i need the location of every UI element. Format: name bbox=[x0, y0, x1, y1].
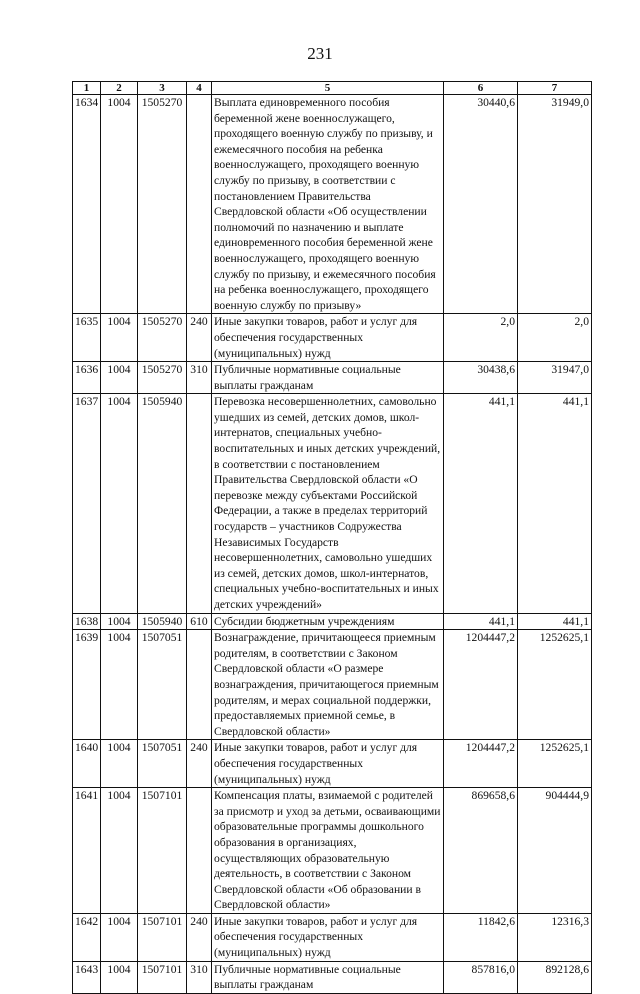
amount-year-2: 1252625,1 bbox=[518, 740, 592, 788]
section-code: 1004 bbox=[101, 630, 138, 740]
table-row bbox=[73, 613, 592, 630]
section-code: 1004 bbox=[101, 961, 138, 993]
amount-year-1: 441,1 bbox=[444, 394, 518, 613]
table-row bbox=[73, 961, 592, 993]
amount-year-2: 31947,0 bbox=[518, 362, 592, 394]
amount-year-2: 12316,3 bbox=[518, 913, 592, 961]
amount-year-2: 31949,0 bbox=[518, 95, 592, 314]
amount-year-2: 2,0 bbox=[518, 314, 592, 362]
item-name: Выплата единовременного пособия беременной жене военнослужащего, проходящего военную службу по призыву, и ежемесячного пособия на ребенка военнослужащего, проходящего военную службу по призыву, в соответствии с постановлением Правительства Свердловской области «Об осуществлении полномочий по назначению и выплате единовременного пособия беременной жене военнослужащего, проходящего военную службу по призыву, и ежемесячного пособия на ребенка военнослужащего, проходящего военную службу по призыву» bbox=[212, 95, 444, 314]
target-code: 1507051 bbox=[138, 740, 187, 788]
target-code: 1507101 bbox=[138, 788, 187, 914]
row-number: 1642 bbox=[73, 913, 101, 961]
target-code: 1507101 bbox=[138, 913, 187, 961]
row-number: 1635 bbox=[73, 314, 101, 362]
expense-type-code: 240 bbox=[187, 314, 212, 362]
amount-year-2: 904444,9 bbox=[518, 788, 592, 914]
expense-type-code: 240 bbox=[187, 913, 212, 961]
table-row bbox=[73, 913, 592, 961]
amount-year-1: 869658,6 bbox=[444, 788, 518, 914]
item-name: Публичные нормативные социальные выплаты гражданам bbox=[212, 362, 444, 394]
amount-year-2: 892128,6 bbox=[518, 961, 592, 993]
row-number: 1641 bbox=[73, 788, 101, 914]
expense-type-code: 610 bbox=[187, 613, 212, 630]
amount-year-2: 441,1 bbox=[518, 613, 592, 630]
section-code: 1004 bbox=[101, 394, 138, 613]
amount-year-1: 441,1 bbox=[444, 613, 518, 630]
budget-table bbox=[72, 81, 592, 994]
section-code: 1004 bbox=[101, 95, 138, 314]
item-name: Компенсация платы, взимаемой с родителей за присмотр и уход за детьми, осваивающими образовательные программы дошкольного образования в организациях, осуществляющих образовательную деятельность, в соответствии с Законом Свердловской области «Об образовании в Свердловской области» bbox=[212, 788, 444, 914]
header-row bbox=[73, 82, 592, 95]
item-name: Иные закупки товаров, работ и услуг для обеспечения государственных (муниципальных) нужд bbox=[212, 913, 444, 961]
section-code: 1004 bbox=[101, 740, 138, 788]
section-code: 1004 bbox=[101, 362, 138, 394]
column-header: 4 bbox=[187, 82, 212, 95]
amount-year-1: 11842,6 bbox=[444, 913, 518, 961]
target-code: 1505270 bbox=[138, 314, 187, 362]
item-name: Субсидии бюджетным учреждениям bbox=[212, 613, 444, 630]
table-row bbox=[73, 314, 592, 362]
row-number: 1643 bbox=[73, 961, 101, 993]
item-name: Иные закупки товаров, работ и услуг для обеспечения государственных (муниципальных) нужд bbox=[212, 740, 444, 788]
expense-type-code: 310 bbox=[187, 961, 212, 993]
row-number: 1637 bbox=[73, 394, 101, 613]
table-row bbox=[73, 630, 592, 740]
item-name: Публичные нормативные социальные выплаты гражданам bbox=[212, 961, 444, 993]
column-header: 6 bbox=[444, 82, 518, 95]
amount-year-1: 30440,6 bbox=[444, 95, 518, 314]
amount-year-1: 1204447,2 bbox=[444, 630, 518, 740]
row-number: 1639 bbox=[73, 630, 101, 740]
column-header: 5 bbox=[212, 82, 444, 95]
expense-type-code bbox=[187, 788, 212, 914]
expense-type-code bbox=[187, 95, 212, 314]
expense-type-code bbox=[187, 394, 212, 613]
target-code: 1505940 bbox=[138, 613, 187, 630]
item-name: Перевозка несовершеннолетних, самовольно ушедших из семей, детских домов, школ-интернатов, специальных учебно-воспитательных и иных детских учреждений, в соответствии с постановлением Правительства Свердловской области «О перевозке между субъектами Российской Федерации, а также в пределах территорий государств – участников Содружества Независимых Государств несовершеннолетних, самовольно ушедших из семей, детских домов, школ-интернатов, специальных учебно-воспитательных и иных детских учреждений» bbox=[212, 394, 444, 613]
expense-type-code bbox=[187, 630, 212, 740]
page-number: 231 bbox=[307, 44, 333, 63]
expense-type-code: 240 bbox=[187, 740, 212, 788]
target-code: 1507101 bbox=[138, 961, 187, 993]
amount-year-1: 1204447,2 bbox=[444, 740, 518, 788]
column-header: 1 bbox=[73, 82, 101, 95]
column-header: 3 bbox=[138, 82, 187, 95]
row-number: 1634 bbox=[73, 95, 101, 314]
target-code: 1505270 bbox=[138, 362, 187, 394]
column-header: 7 bbox=[518, 82, 592, 95]
amount-year-2: 1252625,1 bbox=[518, 630, 592, 740]
target-code: 1507051 bbox=[138, 630, 187, 740]
amount-year-1: 857816,0 bbox=[444, 961, 518, 993]
row-number: 1640 bbox=[73, 740, 101, 788]
amount-year-1: 30438,6 bbox=[444, 362, 518, 394]
target-code: 1505940 bbox=[138, 394, 187, 613]
amount-year-1: 2,0 bbox=[444, 314, 518, 362]
section-code: 1004 bbox=[101, 788, 138, 914]
table-row bbox=[73, 740, 592, 788]
table-row bbox=[73, 362, 592, 394]
section-code: 1004 bbox=[101, 913, 138, 961]
amount-year-2: 441,1 bbox=[518, 394, 592, 613]
table-row bbox=[73, 788, 592, 914]
table-header bbox=[73, 82, 592, 95]
row-number: 1638 bbox=[73, 613, 101, 630]
item-name: Вознаграждение, причитающееся приемным родителям, в соответствии с Законом Свердловской области «О размере вознаграждения, причитающегося приемным родителям, и мерах социальной поддержки, предоставляемых приемной семье, в Свердловской области» bbox=[212, 630, 444, 740]
target-code: 1505270 bbox=[138, 95, 187, 314]
column-header: 2 bbox=[101, 82, 138, 95]
row-number: 1636 bbox=[73, 362, 101, 394]
section-code: 1004 bbox=[101, 613, 138, 630]
expense-type-code: 310 bbox=[187, 362, 212, 394]
table-row bbox=[73, 95, 592, 314]
item-name: Иные закупки товаров, работ и услуг для обеспечения государственных (муниципальных) нужд bbox=[212, 314, 444, 362]
table-body bbox=[73, 95, 592, 994]
section-code: 1004 bbox=[101, 314, 138, 362]
table-row bbox=[73, 394, 592, 613]
